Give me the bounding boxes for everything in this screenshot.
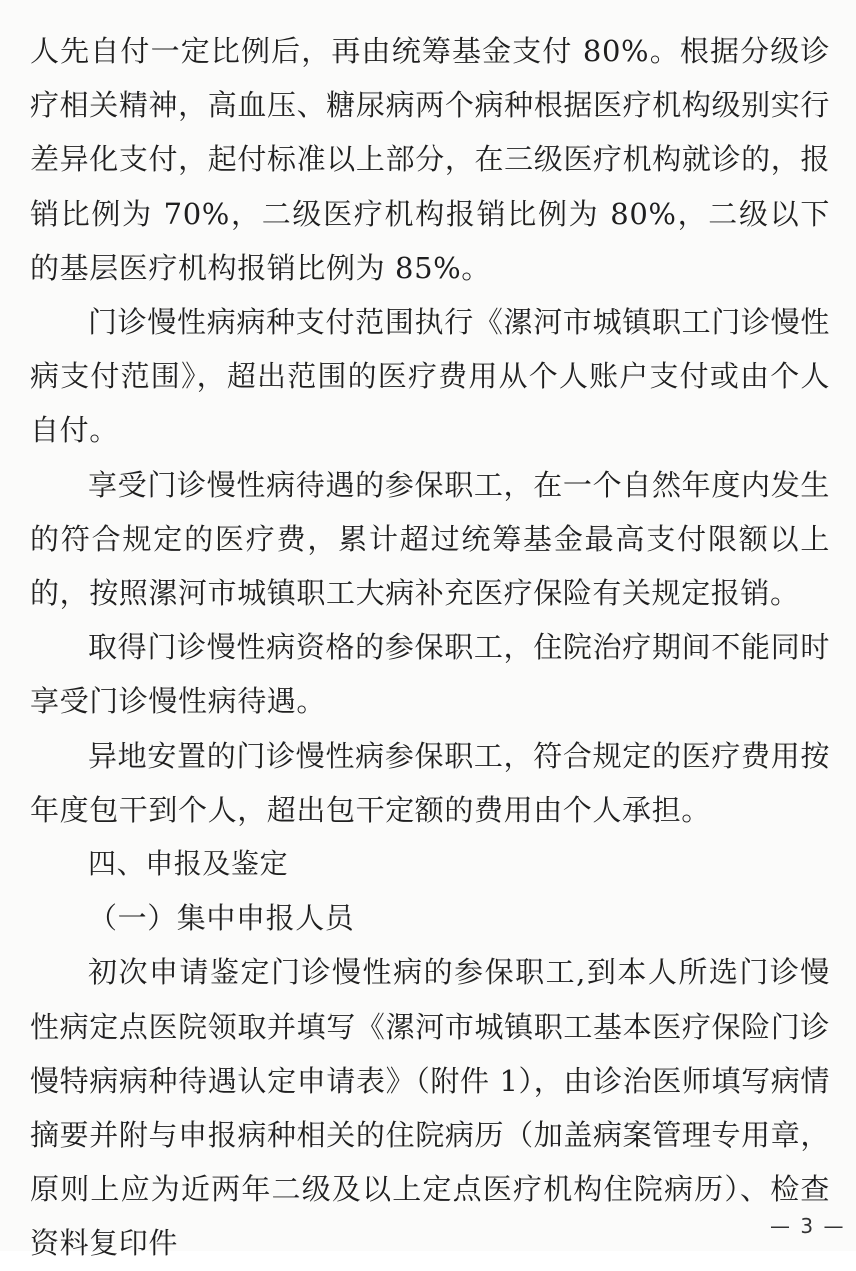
document-body xyxy=(30,24,830,1271)
paragraph-application: 初次申请鉴定门诊慢性病的参保职工,到本人所选门诊慢性病定点医院领取并填写《漯河市城镇职工基本医疗保险门诊慢特病病种待遇认定申请表》（附件 1），由诊治医师填写病情摘要并附与申报病种相关的住院病历（加盖病案管理专用章，原则上应为近两年二级及以上定点医疗机构住院病历）、检查资料复印件 xyxy=(30,955,830,1261)
subsection-heading: （一）集中申报人员 xyxy=(88,901,355,936)
paragraph-hospitalization: 取得门诊慢性病资格的参保职工，住院治疗期间不能同时享受门诊慢性病待遇。 xyxy=(30,630,830,719)
paragraph-payment-scope: 门诊慢性病病种支付范围执行《漯河市城镇职工门诊慢性病支付范围》，超出范围的医疗费用从个人账户支付或由个人自付。 xyxy=(30,305,830,448)
paragraph-relocated: 异地安置的门诊慢性病参保职工，符合规定的医疗费用按年度包干到个人，超出包干定额的费用由个人承担。 xyxy=(30,738,830,827)
page-number: — 3 — xyxy=(770,1214,846,1238)
paragraph-reimbursement-ratio: 人先自付一定比例后，再由统筹基金支付 80%。根据分级诊疗相关精神，高血压、糖尿病两个病种根据医疗机构级别实行差异化支付，起付标准以上部分，在三级医疗机构就诊的，报销比例为 70%，二级医疗机构报销比例为 80%，二级以下的基层医疗机构报销比例为 85%。 xyxy=(30,34,830,285)
paragraph-annual-limit: 享受门诊慢性病待遇的参保职工，在一个自然年度内发生的符合规定的医疗费，累计超过统筹基金最高支付限额以上的，按照漯河市城镇职工大病补充医疗保险有关规定报销。 xyxy=(30,467,830,611)
section-heading: 四、申报及鉴定 xyxy=(88,847,289,881)
